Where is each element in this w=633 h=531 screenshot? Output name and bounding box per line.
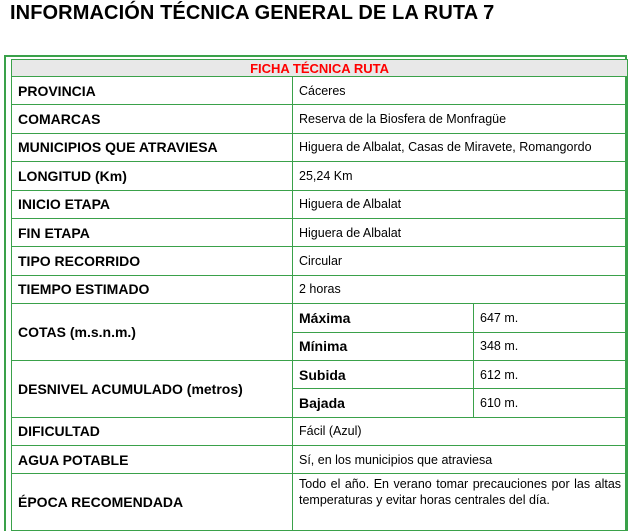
sub-value-subida: 612 m. <box>474 360 628 388</box>
row-value-comarcas: Reserva de la Biosfera de Monfragüe <box>293 105 628 133</box>
row-label-agua: AGUA POTABLE <box>12 446 293 474</box>
sub-label-minima: Mínima <box>293 332 474 360</box>
route-info-table <box>11 59 628 531</box>
table-row-comarcas <box>12 105 628 133</box>
sub-label-maxima: Máxima <box>293 304 474 332</box>
table-row-agua <box>12 446 628 474</box>
row-label-comarcas: COMARCAS <box>12 105 293 133</box>
sub-value-bajada: 610 m. <box>474 389 628 417</box>
page-title: INFORMACIÓN TÉCNICA GENERAL DE LA RUTA 7 <box>10 2 495 24</box>
table-row-tipo <box>12 247 628 275</box>
row-label-dificultad: DIFICULTAD <box>12 417 293 445</box>
row-label-tiempo: TIEMPO ESTIMADO <box>12 275 293 303</box>
row-label-municipios: MUNICIPIOS QUE ATRAVIESA <box>12 133 293 161</box>
row-value-inicio: Higuera de Albalat <box>293 190 628 218</box>
table-row-epoca <box>12 474 628 531</box>
table-row-fin <box>12 218 628 246</box>
table-row-cotas-maxima <box>12 304 628 332</box>
row-value-tiempo: 2 horas <box>293 275 628 303</box>
table-row-tiempo <box>12 275 628 303</box>
table-row-dificultad <box>12 417 628 445</box>
row-value-longitud: 25,24 Km <box>293 162 628 190</box>
table-row-provincia <box>12 77 628 105</box>
table-row-inicio <box>12 190 628 218</box>
row-label-inicio: INICIO ETAPA <box>12 190 293 218</box>
row-value-municipios: Higuera de Albalat, Casas de Miravete, Romangordo <box>293 133 628 161</box>
sub-label-subida: Subida <box>293 360 474 388</box>
row-value-dificultad: Fácil (Azul) <box>293 417 628 445</box>
route-sheet <box>4 55 627 531</box>
table-row-municipios <box>12 133 628 161</box>
row-label-longitud: LONGITUD (Km) <box>12 162 293 190</box>
table-header-row <box>12 60 628 77</box>
row-value-provincia: Cáceres <box>293 77 628 105</box>
sub-value-maxima: 647 m. <box>474 304 628 332</box>
row-value-fin: Higuera de Albalat <box>293 218 628 246</box>
row-value-agua: Sí, en los municipios que atraviesa <box>293 446 628 474</box>
row-label-fin: FIN ETAPA <box>12 218 293 246</box>
row-label-provincia: PROVINCIA <box>12 77 293 105</box>
row-label-tipo: TIPO RECORRIDO <box>12 247 293 275</box>
table-row-longitud <box>12 162 628 190</box>
table-header: FICHA TÉCNICA RUTA <box>12 60 628 77</box>
row-value-tipo: Circular <box>293 247 628 275</box>
table-row-desnivel-subida <box>12 360 628 388</box>
row-label-epoca: ÉPOCA RECOMENDADA <box>12 474 293 531</box>
row-label-cotas: COTAS (m.s.n.m.) <box>12 304 293 361</box>
row-label-desnivel: DESNIVEL ACUMULADO (metros) <box>12 360 293 417</box>
sub-value-minima: 348 m. <box>474 332 628 360</box>
sub-label-bajada: Bajada <box>293 389 474 417</box>
row-value-epoca: Todo el año. En verano tomar precauciones por las altas temperaturas y evitar horas centrales del día. <box>293 474 628 531</box>
